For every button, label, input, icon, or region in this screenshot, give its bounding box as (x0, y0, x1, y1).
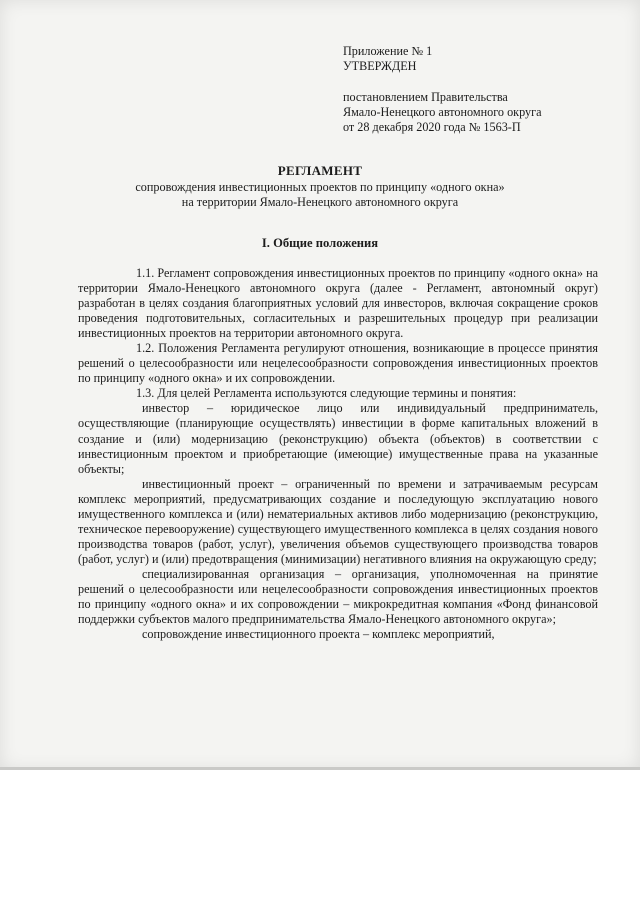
document-body (78, 266, 598, 642)
paragraph-1-1: 1.1. Регламент сопровождения инвестиционных проектов по принципу «одного окна» на территории Ямало-Ненецкого автономного округа (далее - Регламент, автономный округ) разработан в целях создания благоприятных условий для инвесторов, включая сокращение сроков проведения подготовительных, согласительных и разрешительных процедур при реализации инвестиционных проектов на территории автономного округа. (78, 266, 598, 341)
term-project-support: сопровождение инвестиционного проекта – комплекс мероприятий, (142, 627, 495, 642)
section-heading: I. Общие положения (261, 236, 379, 250)
term-specialized-organization: специализированная организация – организация, уполномоченная на принятие решений о целесообразности или нецелесообразности сопровождения инвестиционных проектов по принципу «одного окна» и их сопровождении – микрокредитная компания «Фонд финансовой поддержки субъектов малого предпринимательства Ямало-Ненецкого автономного округа»; (78, 566, 598, 627)
resolution-line: постановлением Правительства (343, 90, 508, 104)
paragraph-1-3: 1.3. Для целей Регламента используются следующие термины и понятия: (136, 386, 517, 401)
subtitle-line-2: на территории Ямало-Ненецкого автономного округа (181, 195, 459, 209)
document-title: РЕГЛАМЕНТ (277, 163, 363, 178)
approval-block (343, 44, 542, 135)
term-investor: инвестор – юридическое лицо или индивидуальный предприниматель, осуществляющие (планирующие осуществлять) инвестиции в форме капитальных вложений в создание и (или) модернизацию (реконструкцию) объекта (объектов) в соответствии с инвестиционным проектом и приобретающие (имеющие) имущественные права на указанные объекты; (78, 401, 598, 476)
appendix-number: Приложение № 1 (343, 44, 433, 58)
subtitle-line-1: сопровождения инвестиционных проектов по принципу «одного окна» (135, 180, 505, 194)
paragraph-1-2: 1.2. Положения Регламента регулируют отношения, возникающие в процессе принятия решений о целесообразности или нецелесообразности сопровождения инвестиционных проектов по принципу «одного окна» и их сопровождении. (78, 341, 598, 386)
approved-label: УТВЕРЖДЕН (343, 59, 417, 73)
document-subtitle (0, 180, 640, 210)
resolution-date: от 28 декабря 2020 года № 1563-П (343, 120, 521, 134)
term-investment-project: инвестиционный проект – ограниченный по времени и затрачиваемым ресурсам комплекс мероприятий, предусматривающих создание и последующую эксплуатацию нового имущественного комплекса и (или) нематериальных активов либо модернизацию (реконструкцию, техническое перевооружение) существующего имущественного комплекса в целях создания нового производства товаров (работ, услуг), увеличения объемов существующего производства товаров (работ, услуг) и (или) предотвращения (минимизации) негативного влияния на окружающую среду; (78, 476, 598, 566)
region-line: Ямало-Ненецкого автономного округа (343, 105, 542, 119)
